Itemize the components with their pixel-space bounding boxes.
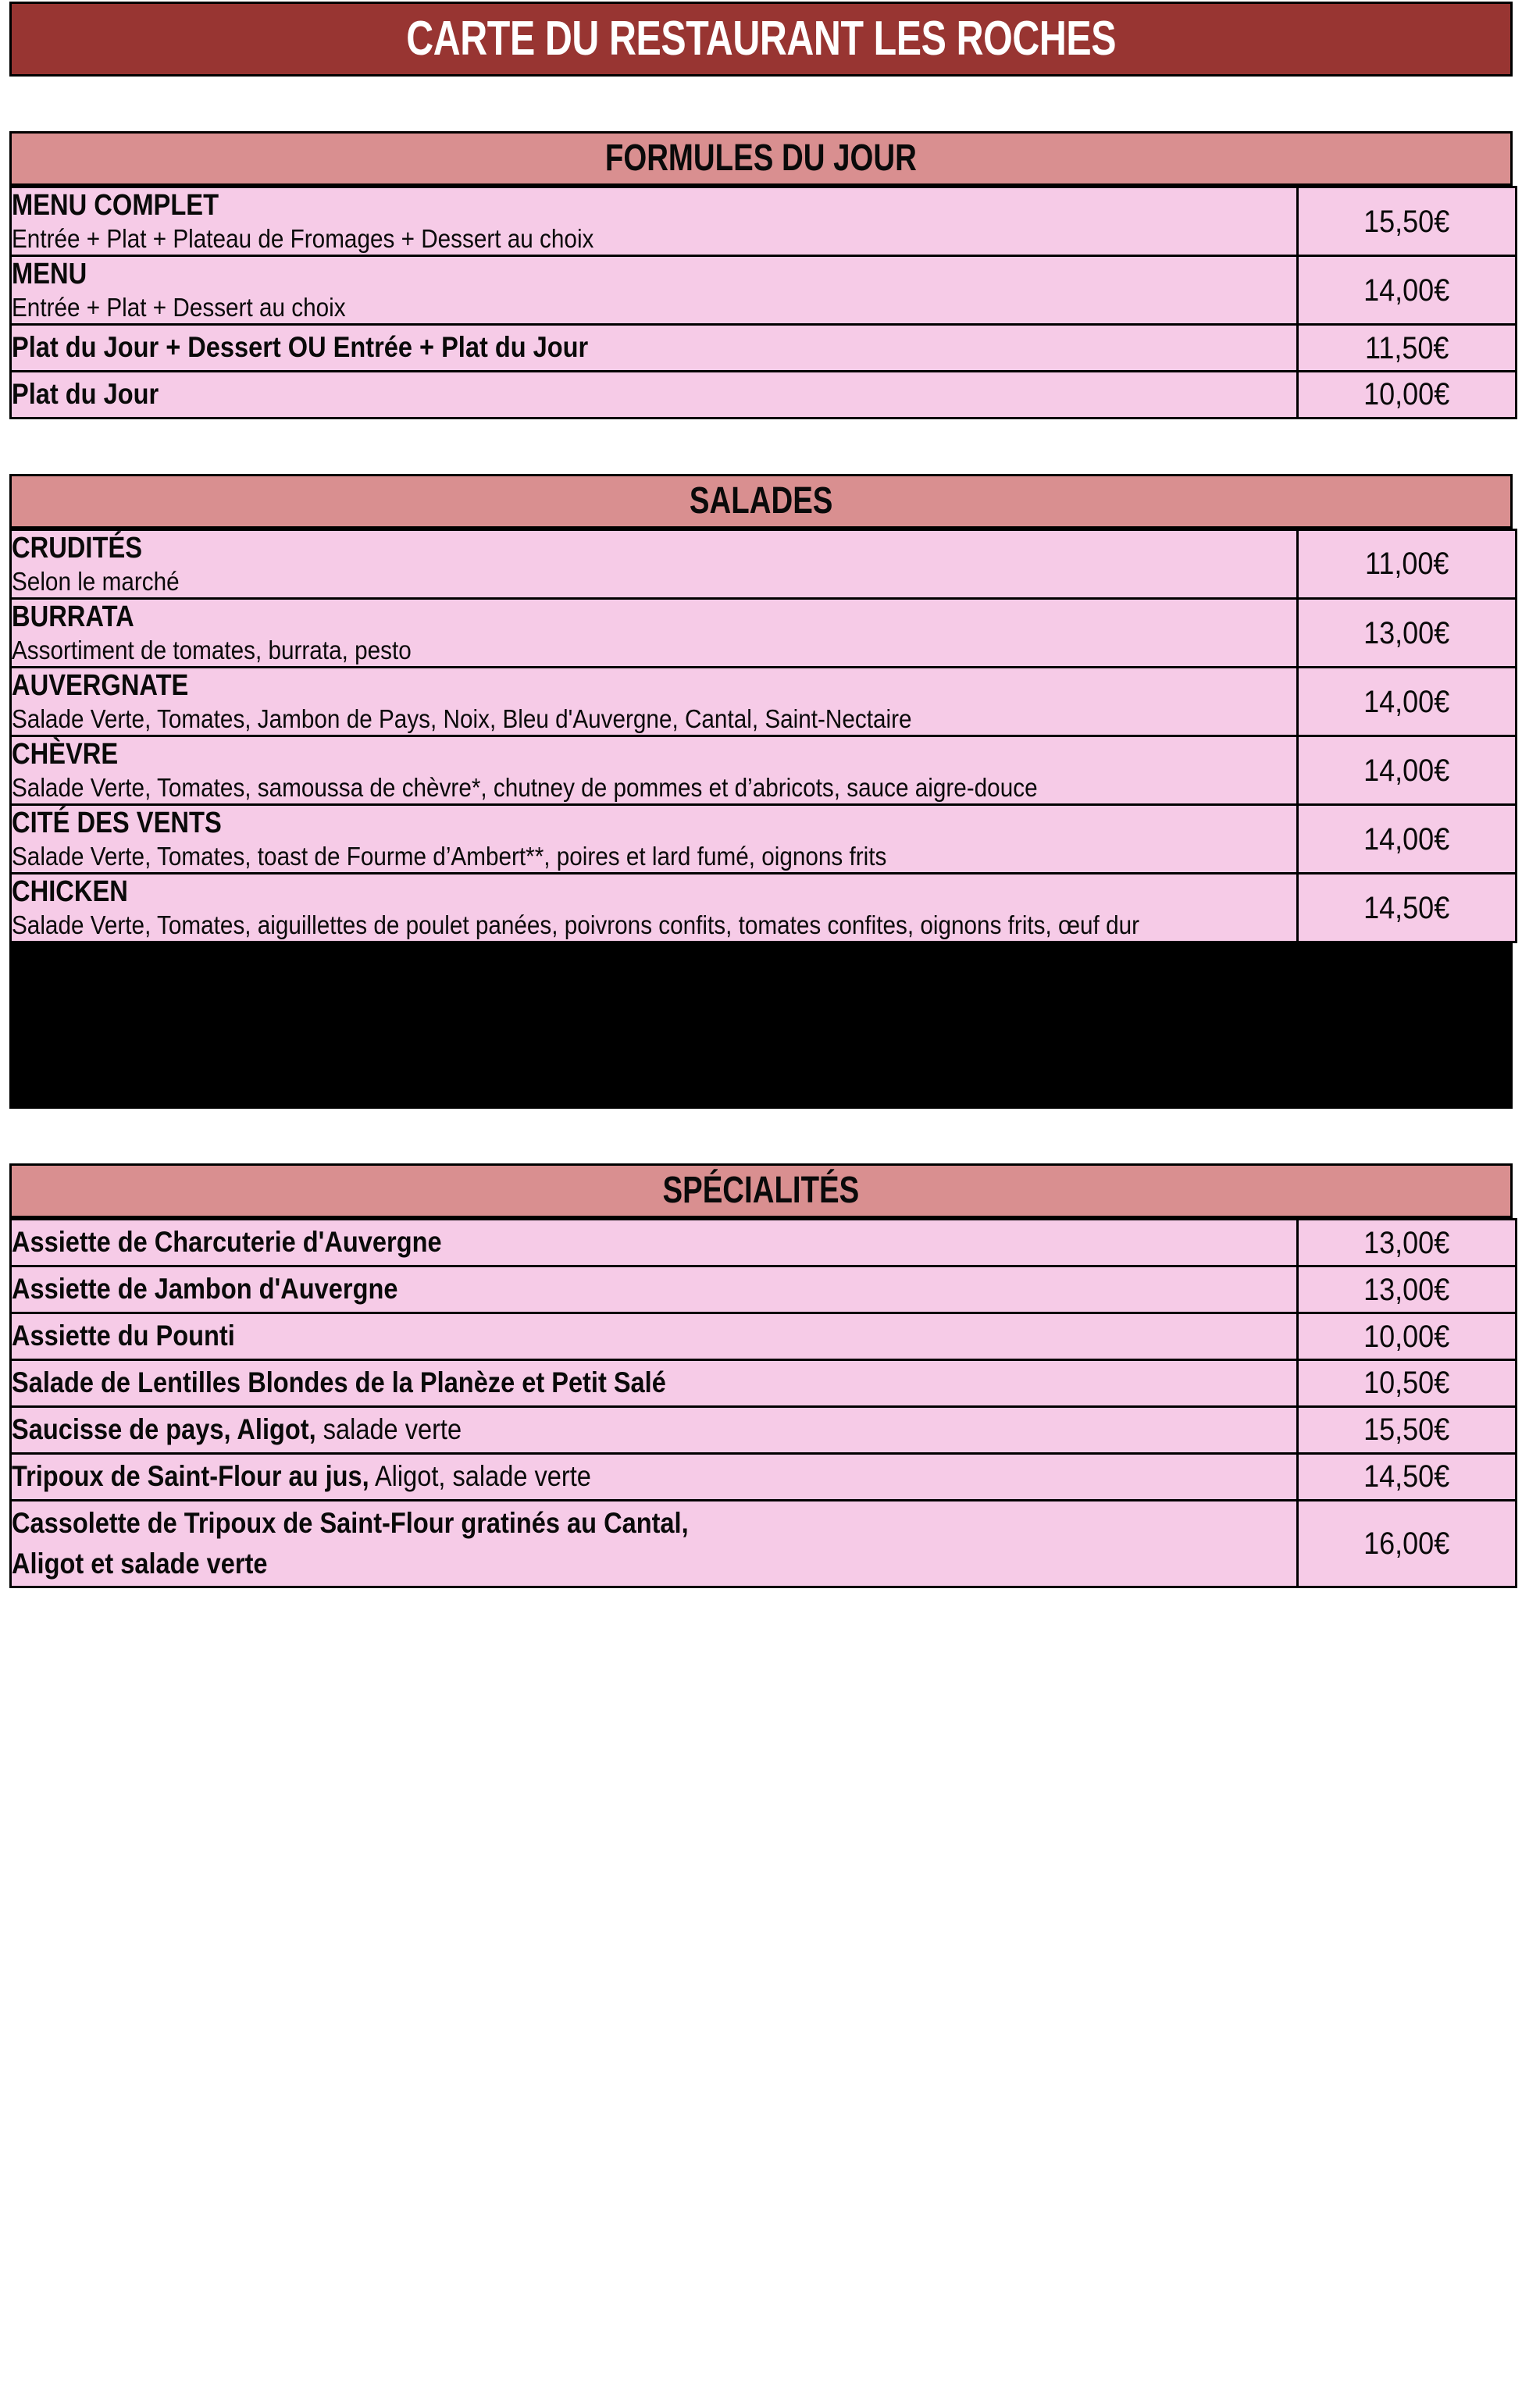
item-description: Salade Verte, Tomates, samoussa de chèvre*, chutney de pommes et d’abricots, sauce aigre-douce [12, 772, 1038, 802]
item-description: Assortiment de tomates, burrata, pesto [12, 635, 412, 664]
section-formules [9, 131, 1513, 419]
item-price-cell [1298, 1406, 1517, 1453]
item-price: 10,00€ [1363, 377, 1450, 412]
table-row [11, 1453, 1517, 1500]
item-price-cell [1298, 529, 1517, 598]
section-title-formules: FORMULES DU JOUR [605, 137, 917, 179]
item-title: Assiette du Pounti [12, 1320, 235, 1352]
item-price: 10,00€ [1363, 1319, 1450, 1354]
item-name-cell [11, 325, 1298, 372]
item-name-cell [11, 1453, 1298, 1500]
menu-page [0, 2, 1522, 2408]
table-row [11, 187, 1517, 256]
black-separator-band [9, 943, 1513, 1109]
table-row [11, 1360, 1517, 1407]
table-row [11, 874, 1517, 942]
item-name-cell [11, 598, 1298, 667]
item-description: Selon le marché [12, 566, 180, 596]
item-title: MENU COMPLET [12, 189, 219, 222]
section-spacer-2 [9, 1109, 1513, 1163]
item-title: MENU [12, 258, 87, 291]
item-title-light: Aligot, salade verte [369, 1459, 591, 1492]
item-price: 14,50€ [1363, 890, 1450, 925]
page-title: CARTE DU RESTAURANT LES ROCHES [406, 12, 1116, 66]
item-price: 14,00€ [1363, 273, 1450, 308]
item-price-cell [1298, 598, 1517, 667]
table-row [11, 256, 1517, 325]
item-price: 10,50€ [1363, 1366, 1450, 1401]
section-header-specialites [9, 1163, 1513, 1218]
item-price-cell [1298, 1266, 1517, 1313]
formules-table [9, 186, 1517, 419]
item-description: Salade Verte, Tomates, Jambon de Pays, Noix, Bleu d'Auvergne, Cantal, Saint-Nectaire [12, 704, 912, 733]
item-title: AUVERGNATE [12, 669, 189, 703]
section-title-salades: SALADES [689, 479, 833, 522]
item-price: 15,50€ [1363, 204, 1450, 239]
item-title: CHICKEN [12, 875, 128, 909]
item-title: CITÉ DES VENTS [12, 807, 222, 840]
item-name-cell [11, 736, 1298, 805]
table-row [11, 1220, 1517, 1266]
item-title: BURRATA [12, 600, 134, 633]
item-price: 11,50€ [1364, 330, 1449, 365]
salades-table [9, 529, 1517, 943]
item-title-bold: Tripoux de Saint-Flour au jus, [12, 1459, 369, 1492]
item-name-cell [11, 1406, 1298, 1453]
item-title: Assiette de Charcuterie d'Auvergne [12, 1226, 442, 1259]
item-price: 14,50€ [1363, 1459, 1450, 1494]
item-description: Salade Verte, Tomates, aiguillettes de poulet panées, poivrons confits, tomates confites, oignons frits, œuf dur [12, 910, 1140, 940]
item-title: CRUDITÉS [12, 531, 143, 565]
item-title [12, 1408, 1289, 1452]
item-title: Plat du Jour + Dessert OU Entrée + Plat du Jour [12, 331, 589, 364]
menu-title-banner [9, 2, 1513, 77]
item-name-cell [11, 874, 1298, 942]
item-price: 13,00€ [1363, 615, 1450, 650]
item-price: 14,00€ [1363, 753, 1450, 788]
item-description: Entrée + Plat + Dessert au choix [12, 292, 346, 322]
item-title: CHÈVRE [12, 738, 119, 771]
item-name-cell [11, 1360, 1298, 1407]
item-price: 13,00€ [1363, 1225, 1450, 1260]
item-title-light: Aligot et salade verte [12, 1547, 268, 1580]
item-name-cell [11, 187, 1298, 256]
item-name-cell [11, 668, 1298, 736]
item-name-cell [11, 256, 1298, 325]
item-title: Assiette de Jambon d'Auvergne [12, 1273, 398, 1306]
item-title-light: salade verte [315, 1412, 462, 1445]
item-price-cell [1298, 325, 1517, 372]
table-row [11, 668, 1517, 736]
item-price: 16,00€ [1363, 1526, 1450, 1561]
item-name-cell [11, 1313, 1298, 1360]
section-header-formules [9, 131, 1513, 186]
item-price: 14,00€ [1363, 684, 1450, 719]
item-price: 14,00€ [1363, 821, 1450, 857]
table-row [11, 1500, 1517, 1587]
table-row [11, 529, 1517, 598]
item-title: Cassolette de Tripoux de Saint-Flour gratinés au Cantal, [12, 1506, 689, 1539]
item-price-cell [1298, 736, 1517, 805]
item-price-cell [1298, 668, 1517, 736]
item-price-cell [1298, 372, 1517, 419]
item-price: 11,00€ [1364, 547, 1449, 582]
item-description: Salade Verte, Tomates, toast de Fourme d’Ambert**, poires et lard fumé, oignons frits [12, 842, 887, 871]
item-price-cell [1298, 1500, 1517, 1587]
item-price-cell [1298, 1220, 1517, 1266]
section-header-salades [9, 474, 1513, 529]
table-row [11, 372, 1517, 419]
item-price-cell [1298, 1313, 1517, 1360]
item-name-cell [11, 529, 1298, 598]
table-row [11, 805, 1517, 874]
item-name-cell [11, 372, 1298, 419]
item-price-cell [1298, 874, 1517, 942]
table-row [11, 1266, 1517, 1313]
table-row [11, 598, 1517, 667]
table-row [11, 1313, 1517, 1360]
table-row [11, 325, 1517, 372]
item-price-cell [1298, 256, 1517, 325]
section-title-specialites: SPÉCIALITÉS [662, 1170, 860, 1212]
specialites-table [9, 1218, 1517, 1588]
item-title: Salade de Lentilles Blondes de la Planèze et Petit Salé [12, 1366, 666, 1398]
item-title-bold: Saucisse de pays, Aligot, [12, 1412, 316, 1445]
item-name-cell [11, 805, 1298, 874]
item-name-cell [11, 1220, 1298, 1266]
item-price: 15,50€ [1363, 1412, 1450, 1448]
section-salades [9, 474, 1513, 943]
item-price-cell [1298, 805, 1517, 874]
table-row [11, 736, 1517, 805]
section-spacer-1 [9, 419, 1513, 474]
item-name-cell [11, 1500, 1298, 1587]
table-row [11, 1406, 1517, 1453]
section-specialites [9, 1163, 1513, 1588]
title-spacer [9, 77, 1513, 131]
item-price: 13,00€ [1363, 1272, 1450, 1307]
item-title [12, 1455, 1289, 1499]
item-price-cell [1298, 187, 1517, 256]
item-price-cell [1298, 1360, 1517, 1407]
item-title: Plat du Jour [12, 378, 159, 411]
item-name-cell [11, 1266, 1298, 1313]
item-price-cell [1298, 1453, 1517, 1500]
item-description: Entrée + Plat + Plateau de Fromages + Dessert au choix [12, 223, 594, 253]
